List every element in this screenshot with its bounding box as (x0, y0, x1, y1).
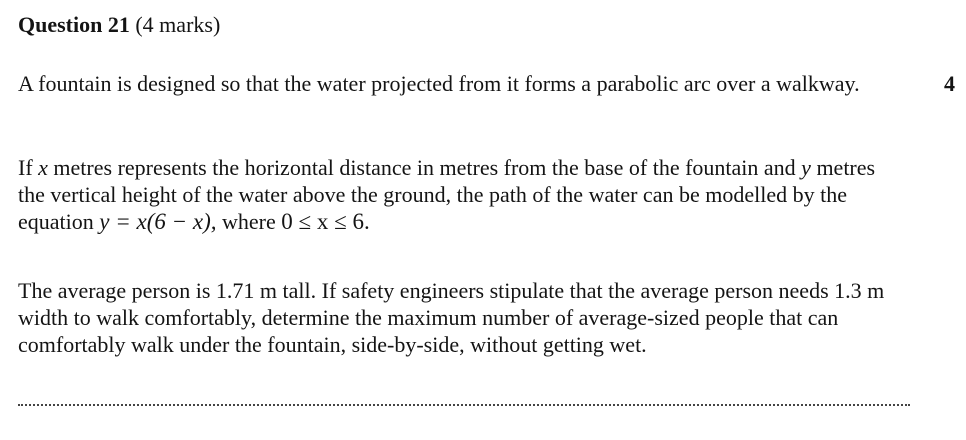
answer-line[interactable] (18, 404, 910, 406)
model-text-1: If (18, 155, 39, 180)
question-header (18, 11, 220, 39)
question-marks: (4 marks) (135, 12, 221, 37)
model-text-2: metres represents the horizontal distance in metres from the base of the fountain and (47, 155, 802, 180)
model-text-3: metres the vertical height of the water above the ground, the path of the water can be modelled by the equation (18, 155, 876, 234)
domain-inequality: 0 ≤ x ≤ 6. (281, 209, 370, 234)
paragraph-task: The average person is 1.71 m tall. If safety engineers stipulate that the average person needs 1.3 m width to walk comfortably, determine the maximum number of average-sized people that can comfortably walk under the fountain, side-by-side, without getting wet. (18, 278, 885, 357)
marks-margin: 4 (944, 71, 955, 96)
variable-y: y (801, 155, 811, 180)
paragraph-intro: A fountain is designed so that the water projected from it forms a parabolic arc over a walkway. (18, 71, 860, 96)
equation: y = x(6 − x), (99, 209, 217, 234)
model-text-4: where (216, 209, 282, 234)
variable-x: x (38, 155, 48, 180)
paragraph-model (18, 154, 898, 235)
question-title: Question 21 (18, 12, 130, 37)
